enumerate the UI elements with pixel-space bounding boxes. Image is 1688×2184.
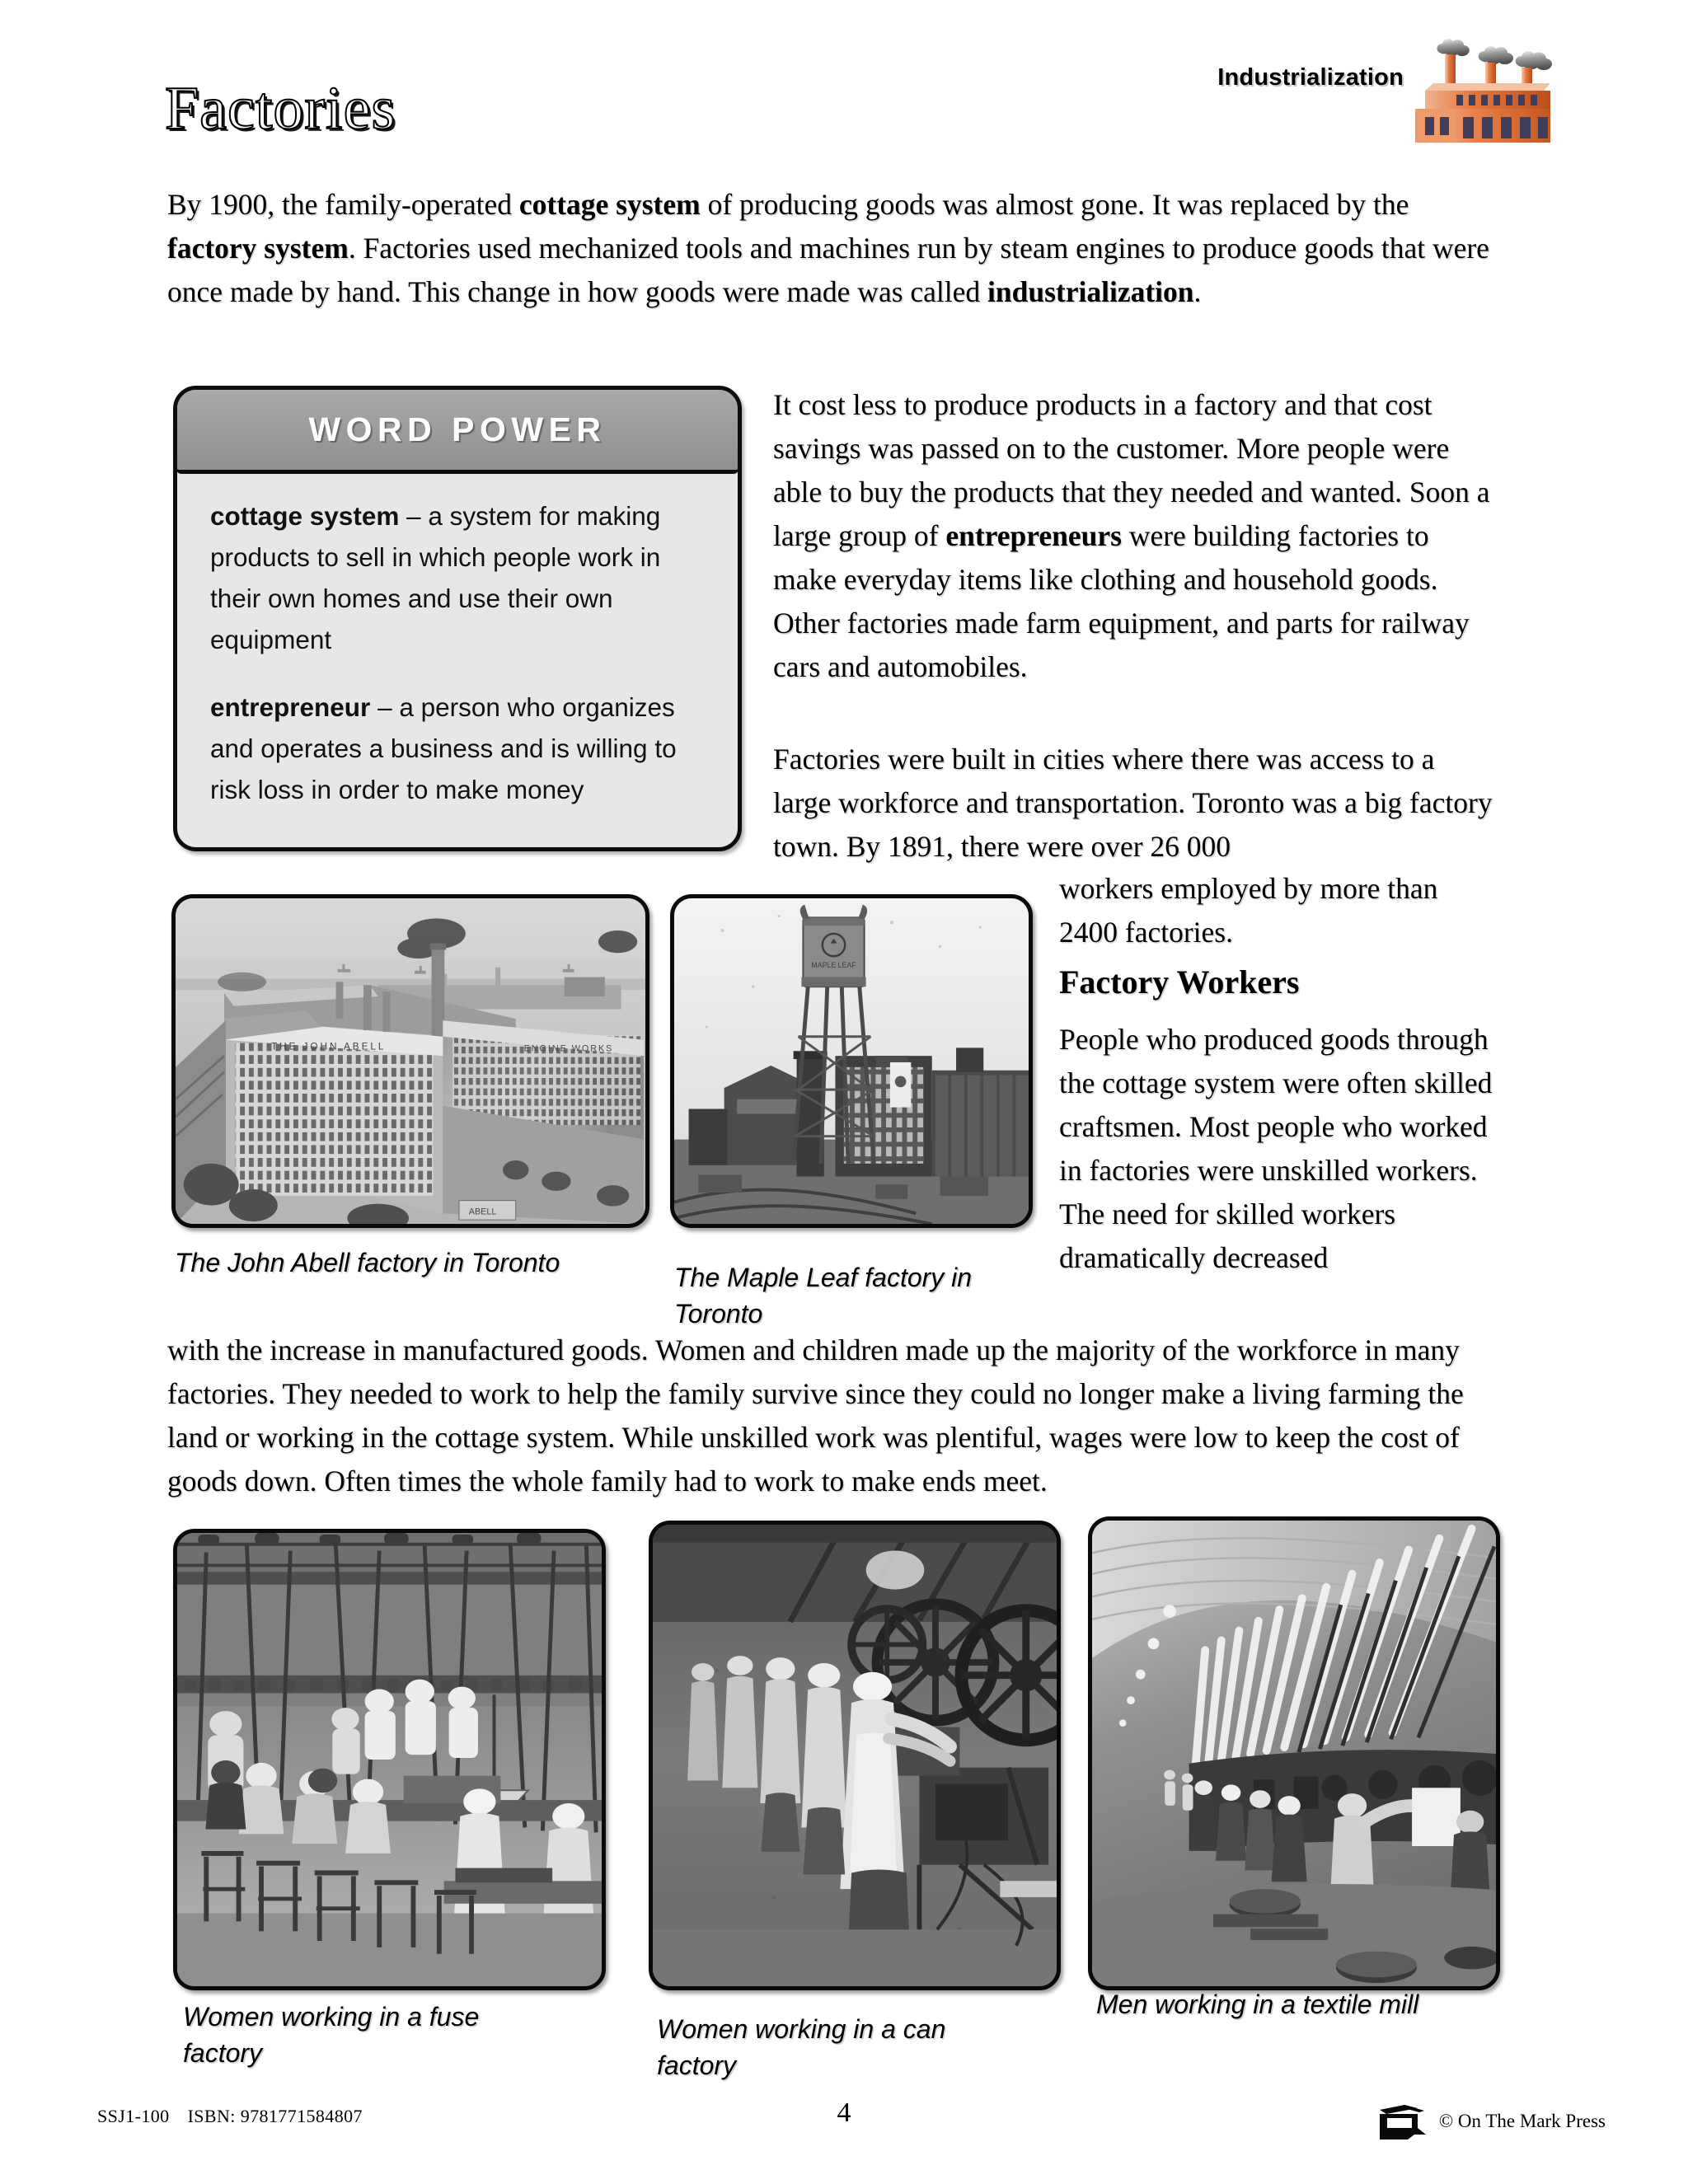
right-column-paragraph-2-narrow: workers employed by more than 2400 factories. [1059, 872, 1438, 949]
word-power-header [176, 389, 738, 474]
fuse-factory-photo [173, 1529, 606, 1990]
definition-term: entrepreneur [210, 692, 371, 722]
definition-dash: – [399, 501, 429, 531]
intro-seg-2: of producing goods was almost gone. It was replaced by the [700, 188, 1409, 221]
svg-text:ABELL: ABELL [468, 1207, 497, 1217]
definition-text: a person who organizes and operates a business and is willing to risk loss in order to make money [210, 692, 677, 804]
photo-caption: Women working in a fuse factory [183, 2002, 480, 2068]
term-cottage-system: cottage system [518, 188, 701, 221]
textile-mill-photo [1088, 1516, 1500, 1990]
photo-caption: Women working in a can factory [657, 2014, 946, 2080]
body-paragraph-wrap: with the increase in manufactured goods. Women and children made up the majority of the workforce in many factories. They needed to work to help the family survive since they could no longer make a living farming the land or working in the cottage system. While unskilled work was plentiful, wages were low to keep the cost of goods down. Often times the whole family had to work to make ends meet. [167, 1333, 1464, 1497]
page-number: 4 [837, 2097, 851, 2128]
page-header [0, 0, 1688, 177]
press-logo [1372, 2103, 1426, 2139]
term-factory-system: factory system [167, 232, 349, 265]
photo-caption: The Maple Leaf factory in Toronto [674, 1263, 973, 1329]
svg-text:THE JOHN ABELL: THE JOHN ABELL [270, 1041, 387, 1052]
factory-icon [1404, 15, 1568, 143]
term-industrialization: industrialization [987, 275, 1194, 308]
page-title: Factories [165, 75, 396, 143]
word-power-body [177, 474, 738, 818]
definition-term: cottage system [210, 501, 400, 531]
intro-seg-6: . [1193, 275, 1202, 308]
photo-caption: Men working in a textile mill [1096, 1990, 1419, 2019]
footer-code: SSJ1-100 [97, 2106, 170, 2126]
word-power-heading: WORD POWER [308, 410, 607, 448]
right-column-paragraph-2-wide: Factories were built in cities where there was access to a large workforce and transportation. Toronto was a big factory town. By 1891, there were over 26 000 [773, 743, 1493, 863]
right-column-paragraph-3: People who produced goods through the cottage system were often skilled craftsmen. Most people who worked in factories were unskilled workers. The need for skilled workers dramatically decreased [1059, 1023, 1493, 1274]
unit-label: Industrialization [1217, 64, 1404, 91]
rcol-p1-part-a: It cost less to produce products in a factory and that cost savings was passed on to the customer. More people were able to buy the products that they needed and wanted. Soon a large group of [773, 388, 1490, 552]
john-abell-factory-photo [171, 894, 649, 1228]
word-power-box [173, 386, 742, 851]
photo-caption: The John Abell factory in Toronto [175, 1248, 560, 1277]
footer-publisher [1372, 2103, 1606, 2139]
maple-leaf-factory-photo [670, 894, 1033, 1228]
definition-item [210, 687, 708, 810]
right-column-paragraph-1 [773, 383, 1497, 689]
term-entrepreneurs: entrepreneurs [945, 519, 1122, 552]
intro-paragraph [167, 183, 1490, 314]
svg-text:ENGINE WORKS: ENGINE WORKS [523, 1043, 614, 1054]
intro-seg-4: . Factories used mechanized tools and machines run by steam engines to produce goods that were once made by hand. This change in how goods were made was called [167, 232, 1489, 308]
rcol-p1-part-b: were building factories to make everyday items like clothing and household goods. Other factories made farm equipment, and parts for railway cars and automobiles. [773, 519, 1470, 683]
can-factory-photo [649, 1521, 1061, 1990]
definition-item [210, 495, 708, 660]
intro-seg-0: By 1900, the family-operated [167, 188, 519, 221]
footer-isbn: ISBN: 9781771584807 [187, 2106, 363, 2126]
section-subheading: Factory Workers [1059, 963, 1300, 1001]
definition-text: a system for making products to sell in which people work in their own homes and use their own equipment [210, 501, 661, 654]
definition-dash: – [370, 692, 400, 722]
copyright-text: © On The Mark Press [1438, 2111, 1606, 2131]
svg-text:MAPLE LEAF: MAPLE LEAF [811, 960, 856, 969]
